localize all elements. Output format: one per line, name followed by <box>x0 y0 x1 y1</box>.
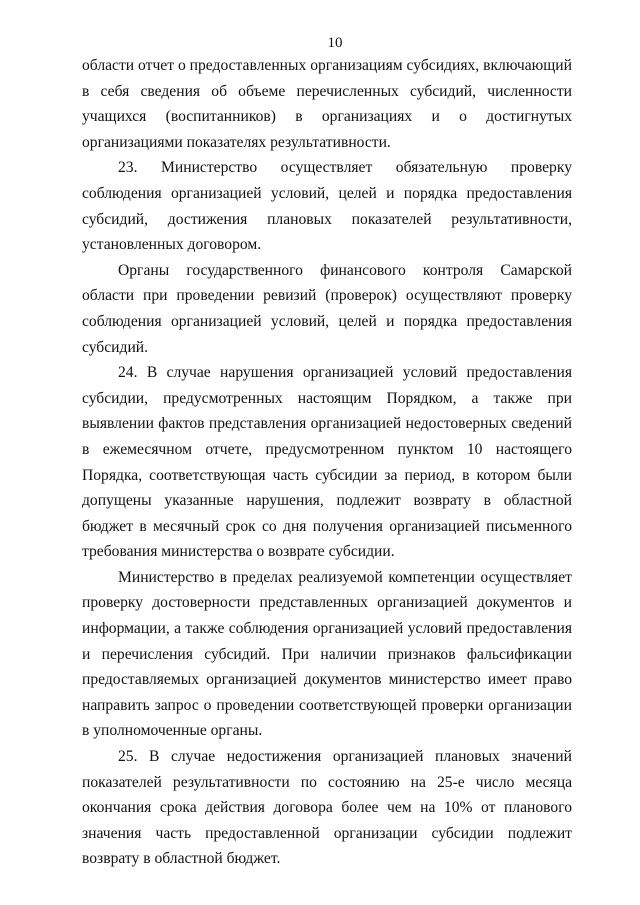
paragraph-ministry-verification: Министерство в пределах реализуемой компетенции осуществляет проверку достоверности представленных организацией документов и информации, а также соблюдения организацией условий предоставления и перечисления субсидий. При наличии признаков фальсификации предоставляемых организацией документов министерство имеет право направить запрос о проведении соответствующей проверки организации в уполномоченные органы. <box>82 568 572 740</box>
paragraph-item-23: 23. Министерство осуществляет обязательную проверку соблюдения организацией условий, целей и порядка предоставления субсидий, достижения плановых показателей результативности, установленных договором. <box>82 159 572 254</box>
paragraph-item-25: 25. В случае недостижения организацией плановых значений показателей результативности по состоянию на 25-е число месяца окончания срока действия договора более чем на 10% от планового значения часть предоставленной организации субсидии подлежит возврату в областной бюджет. <box>82 748 572 868</box>
page-number: 10 <box>327 35 343 51</box>
paragraph-continuation: области отчет о предоставленных организациям субсидиях, включающий в себя сведения об объеме перечисленных субсидий, численности учащихся (воспитанников) в организациях и о достигнутых организациями показателях результативности. <box>82 57 572 151</box>
document-body <box>82 53 572 872</box>
paragraph-financial-control: Органы государственного финансового контроля Самарской области при проведении ревизий (проверок) осуществляют проверку соблюдения организацией условий, целей и порядка предоставления субсидий. <box>82 261 572 356</box>
paragraph-item-24: 24. В случае нарушения организацией условий предоставления субсидии, предусмотренных настоящим Порядком, а также при выявлении фактов представления организацией недостоверных сведений в ежемесячном отчете, предусмотренном пунктом 10 настоящего Порядка, соответствующая часть субсидии за период, в котором были допущены указанные нарушения, подлежит возврату в областной бюджет в месячный срок со дня получения организацией письменного требования министерства о возврате субсидии. <box>82 364 572 561</box>
